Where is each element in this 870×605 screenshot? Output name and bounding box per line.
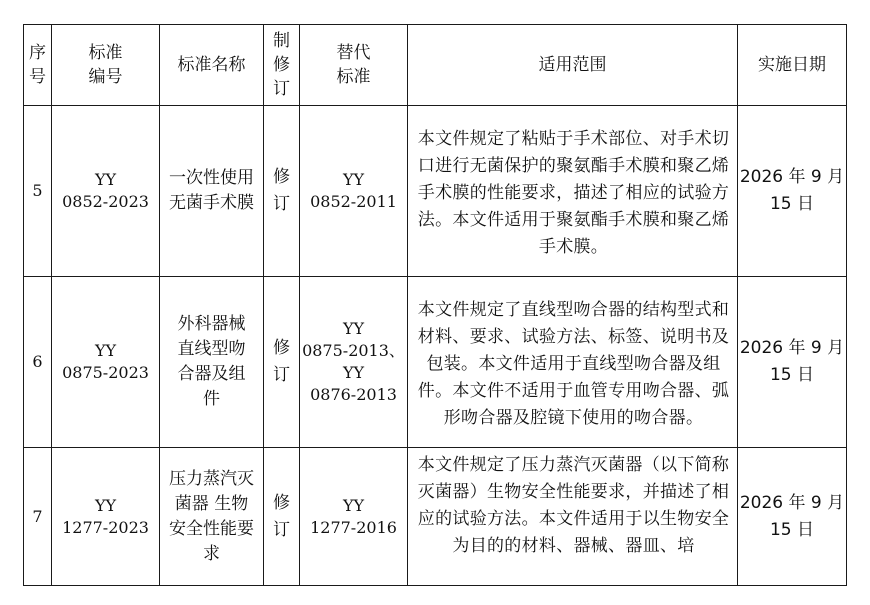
standards-table bbox=[23, 24, 847, 586]
date-line: 2026 年 9 月 bbox=[739, 338, 845, 358]
code-number: 0875-2023 bbox=[62, 363, 149, 382]
cell-date bbox=[738, 277, 847, 448]
replaced-line: 0852-2011 bbox=[310, 192, 397, 211]
table-row bbox=[24, 277, 847, 448]
header-row bbox=[24, 25, 847, 106]
table-row bbox=[24, 448, 847, 586]
code-prefix: YY bbox=[94, 170, 117, 189]
cell-revision: 修订 bbox=[264, 277, 300, 448]
table-row bbox=[24, 106, 847, 277]
cell-revision: 修订 bbox=[264, 106, 300, 277]
date-line: 15 日 bbox=[769, 194, 815, 214]
cell-code bbox=[52, 106, 160, 277]
code-number: 0852-2023 bbox=[62, 192, 149, 211]
header-seq: 序号 bbox=[24, 25, 52, 106]
cell-replaced bbox=[300, 106, 408, 277]
cell-code bbox=[52, 277, 160, 448]
cell-scope: 本文件规定了压力蒸汽灭菌器（以下简称灭菌器）生物安全性能要求，并描述了相应的试验方法。本文件适用于以生物安全为目的的材料、器械、器皿、培 bbox=[408, 448, 738, 586]
cell-seq: 5 bbox=[24, 106, 52, 277]
replaced-line: 0875-2013、 bbox=[302, 341, 405, 360]
cell-date bbox=[738, 106, 847, 277]
cell-replaced bbox=[300, 277, 408, 448]
cell-date bbox=[738, 448, 847, 586]
header-replaced: 替代标准 bbox=[300, 25, 408, 106]
cell-seq: 7 bbox=[24, 448, 52, 586]
date-line: 15 日 bbox=[769, 519, 815, 540]
replaced-line: YY bbox=[342, 363, 365, 382]
cell-name: 外科器械直线型吻合器及组件 bbox=[160, 277, 264, 448]
replaced-line: 0876-2013 bbox=[310, 385, 397, 404]
replaced-line: 1277-2016 bbox=[310, 517, 397, 537]
cell-revision: 修订 bbox=[264, 448, 300, 586]
replaced-line: YY bbox=[342, 495, 365, 515]
code-prefix: YY bbox=[94, 341, 117, 360]
replaced-line: YY bbox=[342, 319, 365, 338]
date-line: 2026 年 9 月 bbox=[739, 167, 845, 187]
cell-seq: 6 bbox=[24, 277, 52, 448]
code-prefix: YY bbox=[94, 495, 117, 515]
header-date: 实施日期 bbox=[738, 25, 847, 106]
cell-scope: 本文件规定了直线型吻合器的结构型式和材料、要求、试验方法、标签、说明书及包装。本文件适用于直线型吻合器及组件。本文件不适用于血管专用吻合器、弧形吻合器及腔镜下使用的吻合器。 bbox=[408, 277, 738, 448]
cell-name: 一次性使用无菌手术膜 bbox=[160, 106, 264, 277]
date-line: 15 日 bbox=[769, 365, 815, 385]
replaced-line: YY bbox=[342, 170, 365, 189]
header-name: 标准名称 bbox=[160, 25, 264, 106]
date-line: 2026 年 9 月 bbox=[739, 492, 845, 513]
cell-name: 压力蒸汽灭菌器 生物安全性能要求 bbox=[160, 448, 264, 586]
code-number: 1277-2023 bbox=[62, 517, 149, 537]
header-code: 标准编号 bbox=[52, 25, 160, 106]
cell-replaced bbox=[300, 448, 408, 586]
cell-code bbox=[52, 448, 160, 586]
cell-scope: 本文件规定了粘贴于手术部位、对手术切口进行无菌保护的聚氨酯手术膜和聚乙烯手术膜的性能要求，描述了相应的试验方法。本文件适用于聚氨酯手术膜和聚乙烯手术膜。 bbox=[408, 106, 738, 277]
header-scope: 适用范围 bbox=[408, 25, 738, 106]
header-revision: 制修订 bbox=[264, 25, 300, 106]
